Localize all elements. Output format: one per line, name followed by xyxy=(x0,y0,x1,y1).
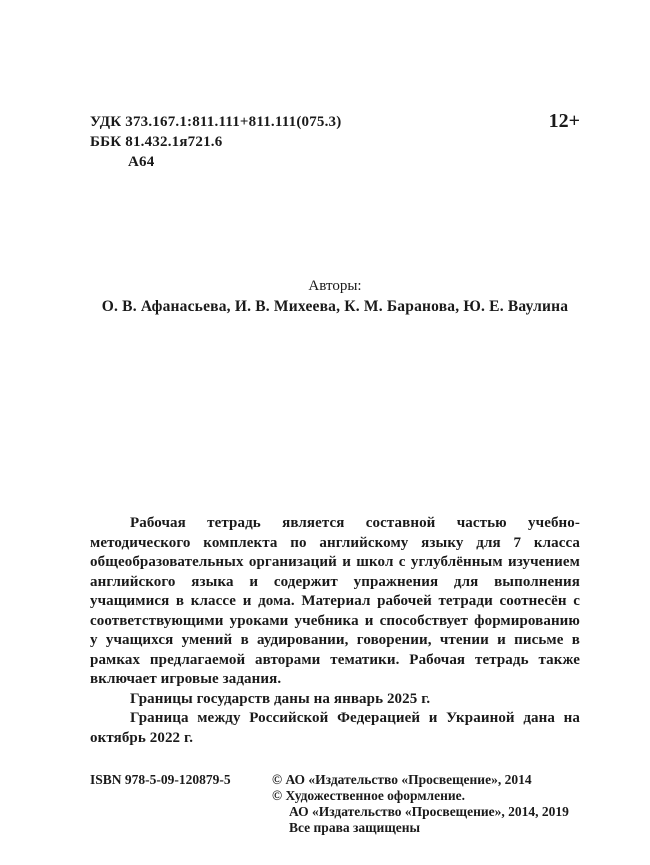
copyright-block xyxy=(272,772,580,836)
authors-block xyxy=(90,276,580,318)
udk-line: УДК 373.167.1:811.111+811.111(075.3) xyxy=(90,114,342,130)
imprint-footer xyxy=(90,772,580,836)
classification-codes xyxy=(90,112,341,172)
copyright-line-2: © Художественное оформление. xyxy=(272,788,466,803)
header-row xyxy=(90,112,580,172)
copyright-line-3: АО «Издательство «Просвещение», 2014, 2019 xyxy=(289,804,569,819)
isbn: ISBN 978-5-09-120879-5 xyxy=(90,772,231,787)
borders-note-1: Границы государств даны на январь 2025 г. xyxy=(130,690,431,707)
authors-label: Авторы: xyxy=(308,278,362,294)
copyright-line-1: © АО «Издательство «Просвещение», 2014 xyxy=(272,772,532,787)
annotation-block xyxy=(90,514,580,748)
bbk-line: ББК 81.432.1я721.6 xyxy=(90,134,223,150)
borders-note-2: Граница между Российской Федерацией и Украиной дана на октябрь 2022 г. xyxy=(90,710,580,746)
copyright-line-4: Все права защищены xyxy=(289,820,421,835)
age-rating-badge: 12+ xyxy=(548,110,580,132)
authors-names: О. В. Афанасьева, И. В. Михеева, К. М. Баранова, Ю. Е. Ваулина xyxy=(101,298,569,315)
annotation-paragraph: Рабочая тетрадь является составной частью учебно-методического комплекта по английскому языку для 7 класса общеобразовательных организаций и школ с углублённым изучением английского языка и содержит упражнения для выполнения учащимися в классе и дома. Материал рабочей тетради соотнесён с соответствующими уроками учебника и способствует формированию у учащихся умений в аудировании, говорении, чтении и письме в рамках предлагаемой авторами тематики. Рабочая тетрадь также включает игровые задания. xyxy=(90,515,580,687)
author-sign-code: А64 xyxy=(128,154,155,170)
